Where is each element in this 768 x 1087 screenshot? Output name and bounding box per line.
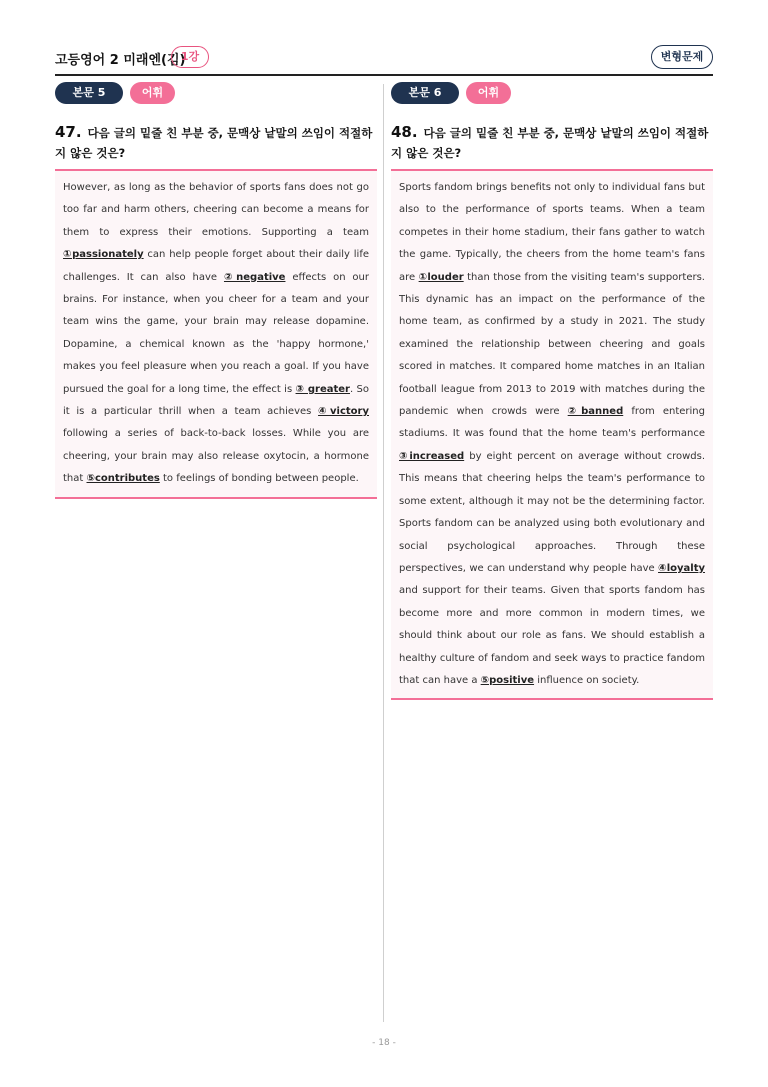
passage-text: [391, 171, 713, 700]
underlined-choice: ①louder: [418, 271, 464, 283]
question-number: 47.: [55, 123, 82, 141]
page-header: [55, 44, 713, 76]
passage-segment: Sports fandom brings benefits not only to individual fans but also to the performance of sports teams. When a team competes in their home stadium, their fans gather to watch the game. Typically, the cheers from the home team's fans are: [399, 182, 705, 283]
left-column: [55, 82, 377, 499]
passage-segment: than those from the visiting team's supporters. This dynamic has an impact on the performance of the home team, as confirmed by a study in 2021. The study examined the relationship between cheering and goals scored in matches. It compared home matches in an Italian football league from 2013 to 2019 with matches during the pandemic when crowds were: [399, 271, 705, 418]
page-number: - 18 -: [372, 1038, 396, 1048]
passage-tag: 본문 5: [55, 82, 123, 104]
tag-row: [55, 82, 377, 106]
passage-segment: can help people forget about their daily life challenges. It can also have: [63, 249, 370, 283]
question-text: 다음 글의 밑줄 친 부분 중, 문맥상 낱말의 쓰임이 적절하지 않은 것은?: [391, 126, 709, 160]
passage-text: [55, 171, 377, 499]
passage-segment: following a series of back-to-back losses. While you are cheering, your brain may also release oxytocin, a hormone that: [63, 428, 369, 485]
passage-segment: However, as long as the behavior of sports fans does not go too far and harm others, cheering can become a means for them to express their emotions. Supporting a team: [63, 182, 369, 238]
underlined-choice: ③ greater: [295, 383, 350, 395]
tag-row: [391, 82, 713, 106]
passage-segment: to feelings of bonding between people.: [159, 473, 359, 485]
passage-segment: effects on our brains. For instance, when you cheer for a team and your team wins the game, your brain may release dopamine. Dopamine, a chemical known as the 'happy hormone,' makes you feel pleasure when you reach a goal. If you have pursued the goal for a long time, the effect is: [63, 271, 369, 395]
underlined-choice: ③increased: [399, 450, 465, 462]
question-text: 다음 글의 밑줄 친 부분 중, 문맥상 낱말의 쓰임이 적절하지 않은 것은?: [55, 126, 373, 160]
passage-segment: and support for their teams. Given that sports fandom has become more and more common in modern times, we should think about our role as fans. We should establish a healthy culture of fandom and seek ways to practice fandom that can have a: [399, 585, 705, 686]
passage-segment: from entering stadiums. It was found that the home team's performance: [399, 406, 705, 440]
category-tag: 어휘: [130, 82, 175, 104]
lesson-badge: 1강: [171, 46, 209, 68]
question-prompt: [55, 122, 377, 171]
question-type-badge: 변형문제: [651, 45, 713, 69]
passage-segment: . So it is a particular thrill when a team achieves: [63, 383, 369, 418]
category-tag: 어휘: [466, 82, 511, 104]
underlined-choice: ①passionately: [63, 249, 144, 261]
passage-segment: by eight percent on average without crowds. This means that cheering helps the team's performance to some extent, although it may not be the determining factor. Sports fandom can be analyzed using both evolutionary and social psychological approaches. Through these perspectives, we can understand why people have: [399, 450, 706, 574]
right-column: [391, 82, 713, 700]
underlined-choice: ②banned: [567, 406, 624, 418]
passage-segment: influence on society.: [534, 674, 640, 686]
underlined-choice: ⑤positive: [480, 674, 535, 686]
underlined-choice: ②negative: [223, 271, 286, 283]
column-divider: [383, 84, 384, 1022]
question-prompt: [391, 122, 713, 171]
question-number: 48.: [391, 123, 418, 141]
book-title: 고등영어 2 미래엔(김): [55, 53, 186, 68]
passage-tag: 본문 6: [391, 82, 459, 104]
underlined-choice: ④victory: [318, 406, 369, 418]
underlined-choice: ⑤contributes: [86, 473, 160, 485]
underlined-choice: ④loyalty: [658, 562, 705, 574]
